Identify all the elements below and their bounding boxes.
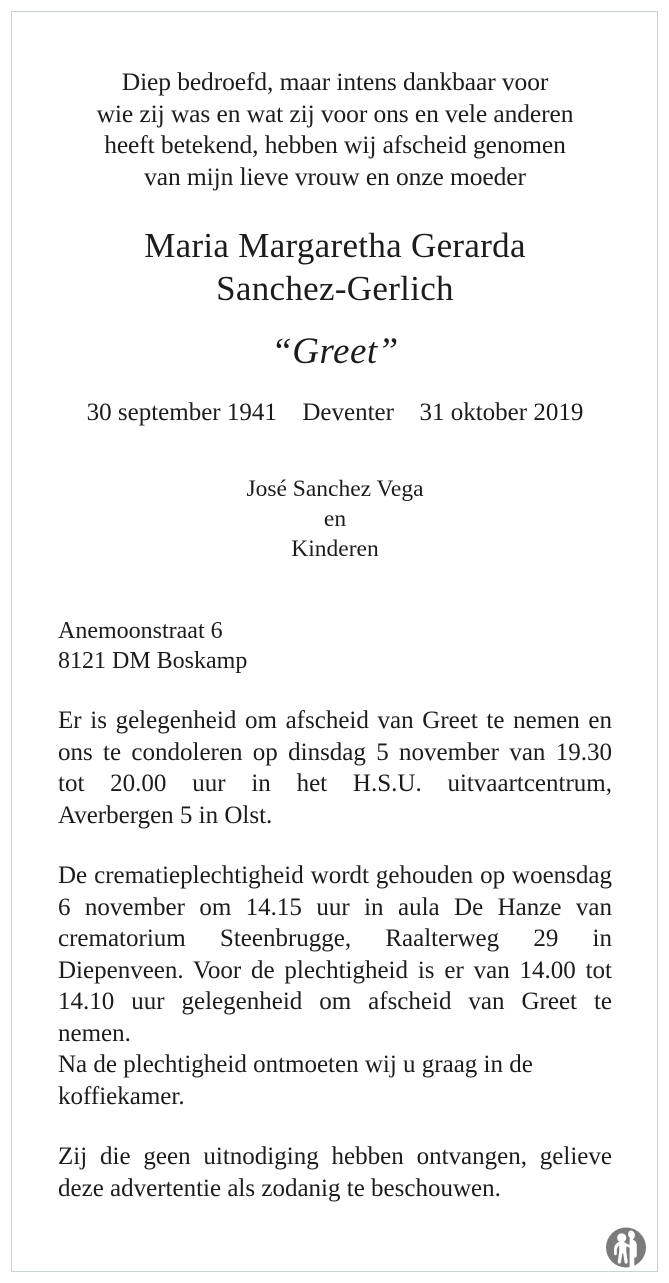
intro-line: Diep bedroefd, maar intens dankbaar voor [121,67,549,96]
deceased-name [58,224,612,310]
birth-date: 30 september 1941 [86,399,277,426]
death-date: 31 oktober 2019 [419,399,584,426]
address-line: Anemoonstraat 6 [58,618,223,644]
intro-line: van mijn lieve vrouw en onze moeder [144,161,526,191]
intro-line: heeft betekend, hebben wij afscheid genomen [104,130,566,159]
family-line: Kinderen [291,536,379,562]
paragraph-ceremony-text: De crematieplechtigheid wordt gehouden op woensdag 6 november om 14.15 uur in aula De Hanze van crematorium Steenbrugge, Raalterweg 29 in Diepenveen. Voor de plechtigheid is er van 14.00 tot 14.10 uur gelegenheid om afscheid van Greet te nemen. [58,862,612,1047]
paragraph-ceremony-continuation: Na de plechtigheid ontmoeten wij u graag in de koffiekamer. [58,1051,533,1110]
paragraph-invitation-note: Zij die geen uitnodiging hebben ontvangen, gelieve deze advertentie als zodanig te beschouwen. [58,1143,612,1202]
notice-content [10,10,659,1273]
intro-line: wie zij was en wat zij voor ons en vele anderen [96,98,574,128]
surviving-family [58,474,612,564]
funeral-home-embrace-logo [600,1223,652,1275]
deceased-nickname: “Greet” [271,331,399,372]
address-line: 8121 DM Boskamp [58,648,248,674]
life-dates [58,398,612,428]
paragraph-ceremony [58,860,612,1112]
paragraph-condolence: Er is gelegenheid om afscheid van Greet te nemen en ons te condoleren op dinsdag 5 november van 19.30 tot 20.00 uur in het H.S.U. uitvaartcentrum, Averbergen 5 in Olst. [58,707,612,829]
deceased-name-line: Sanchez-Gerlich [216,269,454,308]
family-line: en [323,506,347,532]
deceased-name-line: Maria Margaretha Gerarda [144,226,526,265]
family-line: José Sanchez Vega [246,476,424,502]
intro-statement [58,66,612,192]
correspondence-address [58,616,612,676]
birth-place: Deventer [302,399,394,426]
